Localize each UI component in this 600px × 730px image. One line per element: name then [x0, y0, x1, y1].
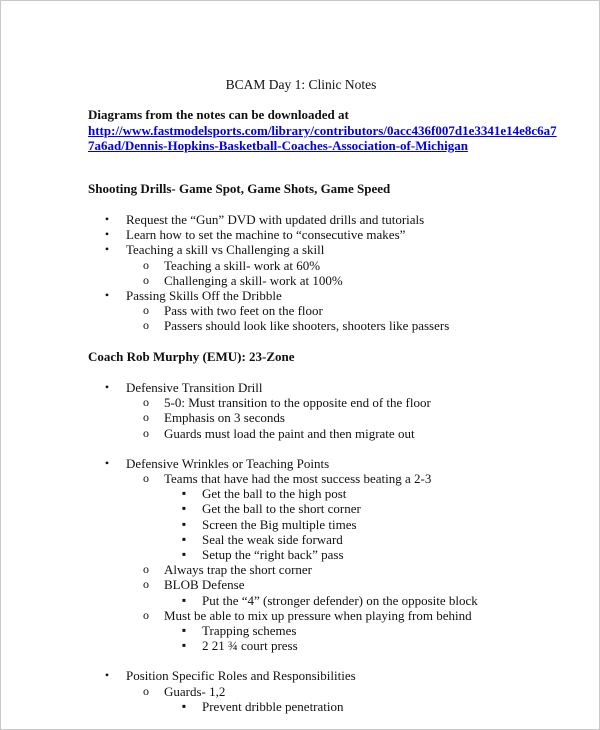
list-item: 5-0: Must transition to the opposite end of the floor	[164, 395, 431, 411]
section-heading: Coach Rob Murphy (EMU): 23-Zone	[88, 349, 295, 364]
circle-bullet-icon: o	[143, 471, 149, 485]
circle-bullet-icon: o	[143, 562, 149, 577]
list-item: Get the ball to the short corner	[202, 501, 361, 517]
circle-bullet-icon: o	[143, 318, 149, 333]
bullet-icon: •	[104, 288, 110, 302]
square-bullet-icon: ▪	[181, 501, 187, 516]
bullet-icon: •	[104, 227, 110, 242]
list-item: BLOB Defense	[164, 577, 245, 593]
list-item: Position Specific Roles and Responsibilities	[126, 668, 356, 684]
circle-bullet-icon: o	[143, 272, 149, 287]
square-bullet-icon: ▪	[181, 531, 187, 546]
square-bullet-icon: ▪	[181, 592, 187, 607]
square-bullet-icon: ▪	[181, 516, 187, 531]
download-link[interactable]: http://www.fastmodelsports.com/library/contributors/0acc436f007d1e3341e14e8c6a77a6ad/Dennis-Hopkins-Basketball-Coaches-Association-of-Michigan	[88, 122, 557, 153]
list-item: Guards- 1,2	[164, 683, 226, 699]
bullet-icon: •	[104, 668, 110, 683]
page-title: BCAM Day 1: Clinic Notes	[225, 77, 377, 92]
square-bullet-icon: ▪	[181, 638, 187, 653]
bullet-icon: •	[104, 380, 110, 394]
list-item: Must be able to mix up pressure when playing from behind	[164, 607, 472, 623]
bullet-icon: •	[104, 212, 110, 226]
list-item: Put the “4” (stronger defender) on the opposite block	[202, 592, 478, 608]
circle-bullet-icon: o	[143, 395, 149, 410]
circle-bullet-icon: o	[143, 683, 149, 698]
list-item: Get the ball to the high post	[202, 486, 347, 502]
list-item: Setup the “right back” pass	[202, 547, 344, 562]
circle-bullet-icon: o	[143, 425, 149, 440]
download-intro: Diagrams from the notes can be downloaded at	[88, 107, 349, 122]
list-item: Screen the Big multiple times	[202, 516, 357, 532]
download-info	[88, 107, 558, 154]
circle-bullet-icon: o	[143, 577, 149, 592]
list-item: Request the “Gun” DVD with updated drills and tutorials	[126, 212, 425, 227]
circle-bullet-icon: o	[143, 303, 149, 318]
circle-bullet-icon: o	[143, 607, 149, 622]
list-item: Challenging a skill- work at 100%	[164, 272, 343, 288]
list-item: Seal the weak side forward	[202, 531, 343, 547]
list-item: Trapping schemes	[202, 623, 297, 638]
circle-bullet-icon: o	[143, 410, 149, 425]
square-bullet-icon: ▪	[181, 623, 187, 637]
list-item: Pass with two feet on the floor	[164, 303, 323, 319]
list-item: Teaching a skill- work at 60%	[164, 257, 321, 273]
list-item: Defensive Transition Drill	[126, 380, 263, 395]
list-item: Emphasis on 3 seconds	[164, 410, 285, 426]
list-item: Defensive Wrinkles or Teaching Points	[126, 455, 330, 471]
bullet-icon: •	[104, 455, 110, 470]
list-item: Learn how to set the machine to “consecutive makes”	[126, 227, 406, 243]
square-bullet-icon: ▪	[181, 486, 187, 501]
square-bullet-icon: ▪	[181, 698, 187, 713]
list-item: Teams that have had the most success beating a 2-3	[164, 471, 432, 486]
list-item: Passing Skills Off the Dribble	[126, 288, 282, 303]
square-bullet-icon: ▪	[181, 547, 187, 561]
circle-bullet-icon: o	[143, 257, 149, 272]
list-item: Teaching a skill vs Challenging a skill	[126, 242, 325, 258]
list-item: Guards must load the paint and then migrate out	[164, 425, 415, 441]
list-item: 2 21 ¾ court press	[202, 638, 298, 654]
list-item: Always trap the short corner	[164, 562, 313, 578]
bullet-icon: •	[104, 242, 110, 257]
list-item: Passers should look like shooters, shooters like passers	[164, 318, 450, 334]
list-item: Prevent dribble penetration	[202, 698, 344, 714]
section-heading: Shooting Drills- Game Spot, Game Shots, Game Speed	[88, 181, 391, 196]
